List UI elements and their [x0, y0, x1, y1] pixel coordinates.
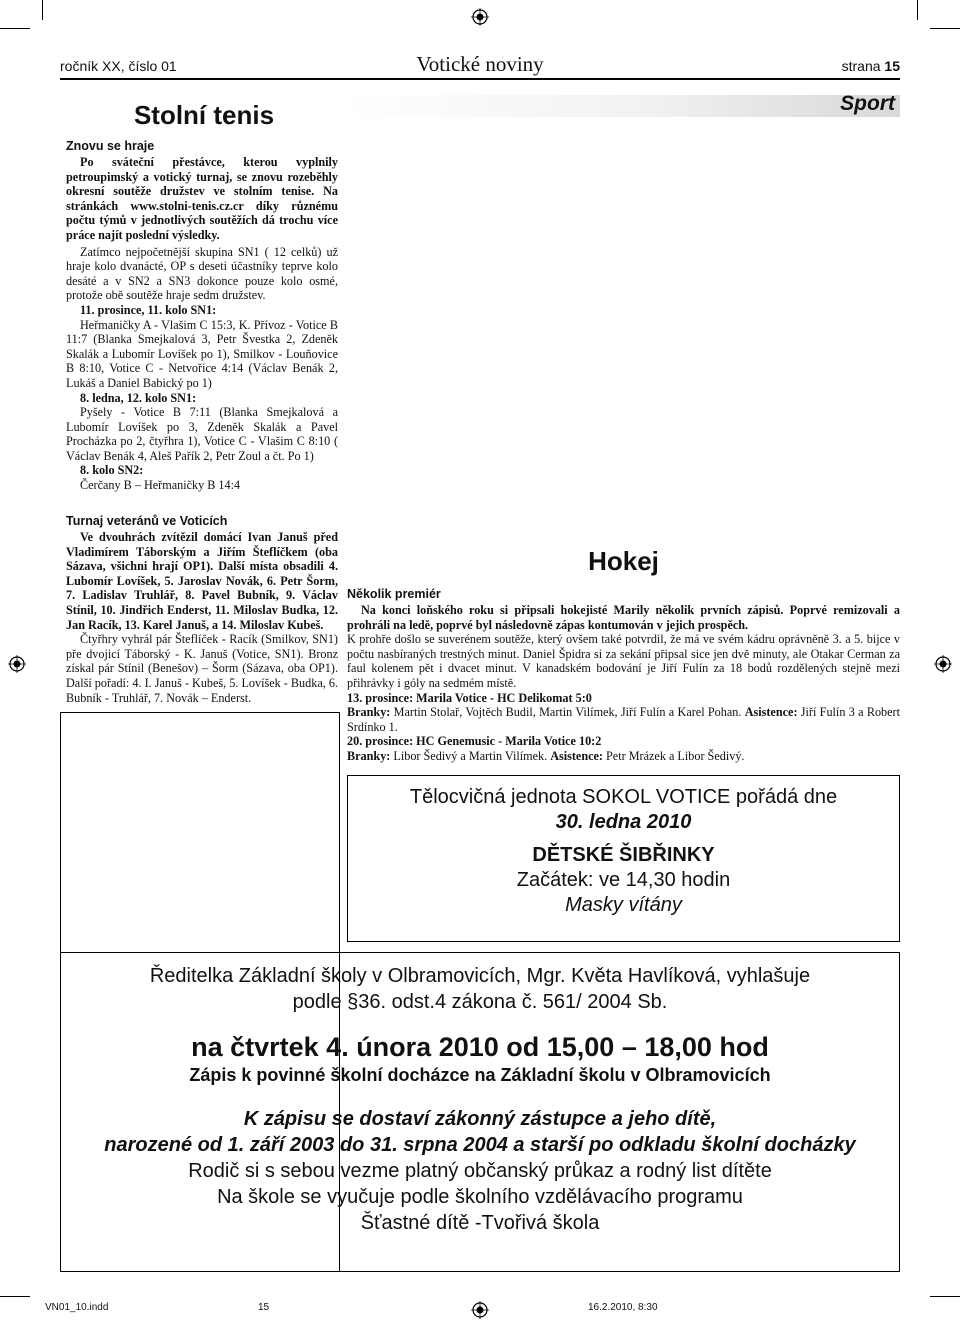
paragraph: Zatímco nejpočetnější skupina SN1 ( 12 celků) už hraje kolo dvanácté, OP s deseti účastníky teprve kolo desáté a v SN2 a SN3 dokonce pouze kolo osmé, protože obě soutěže hraje sedm družstev.	[66, 244, 338, 303]
announcement-line: Tělocvičná jednota SOKOL VOTICE pořádá dne	[409, 786, 838, 808]
crop-mark	[917, 0, 918, 20]
registration-mark-icon	[471, 8, 489, 26]
round-heading: 8. kolo SN2:	[80, 463, 144, 478]
subheading: Turnaj veteránů ve Voticích	[66, 514, 228, 528]
lead-paragraph: Po sváteční přestávce, kterou vyplnily petroupimský a votický turnaj, se znovu rozeběhly okresní soutěže družstev ve stolním tenise. Na stránkách www.stolni-tenis.cz.cr díky různému počtu týmů v jednotlivých soutěžích dá trochu více práce najít poslední výsledky.	[66, 155, 338, 242]
page-label: strana	[841, 58, 881, 74]
text: Petr Mrázek a Libor Šedivý.	[602, 748, 745, 763]
registration-mark-icon	[8, 655, 26, 673]
lead-paragraph: Na konci loňského roku si připsali hokejisté Marily několik prvních zápisů. Poprvé remizovali a prohráli na ledě, poprvé byl následovně zápas kontumován v jejich prospěch.	[347, 603, 900, 632]
issue-label: ročník XX, číslo 01	[60, 58, 177, 74]
paragraph: Pyšely - Votice B 7:11 (Blanka Smejkalová a Lubomír Lovíšek po 3, Zdeněk Skalák a Pavel Procházka po 2, čtyřhra 1), Votice C - Vlašim C 8:10 ( Václav Benák 4, Aleš Pařík 2, Petr Zoul a čt. Po 1)	[66, 405, 338, 463]
lead-paragraph: Ve dvouhrách zvítězil domácí Ivan Januš před Vladimírem Táborským a Jiřím Šteflíčkem (oba Sázava, všichni hrají OP1). Další místa obsadili 4. Lubomír Lovíšek, 5. Jaroslav Novák, 6. Petr Šorm, 7. Ladislav Truhlář, 8. Pavel Bubník, 9. Václav Stínil, 10. Jindřich Enderst, 11. Miloslav Budka, 12. Jan Racík, 13. Karel Januš, a 14. Miloslav Kubeš.	[66, 530, 338, 632]
round-heading: 11. prosince, 11. kolo SN1:	[80, 302, 217, 317]
announcement-line: narozené od 1. září 2003 do 31. srpna 2004 a starší po odkladu školní docházky	[104, 1134, 856, 1156]
paragraph: Čtyřhry vyhrál pár Šteflíček - Racík (Smilkov, SN1) pře dvojicí Táborský - K. Januš (Votice, SN1). Bronz získal pár Stínil (Benešov) – Šorm (Sázava, oba OP1). Další pořadí: 4. I. Januš - Kubeš, 5. Lovíšek - Budka, 6. Bubník - Truhlář, 7. Novák – Enderst.	[66, 632, 338, 705]
article-stolni-tenis	[66, 139, 338, 493]
crop-mark	[0, 28, 30, 29]
subheading: Několik premiér	[347, 587, 441, 601]
article-title-hokej: Hokej	[588, 546, 659, 576]
article-hokej	[347, 587, 900, 764]
label: Asistence:	[744, 705, 798, 720]
crop-mark	[0, 1296, 30, 1297]
paragraph: Čerčany B – Heřmaničky B 14:4	[80, 478, 241, 493]
label: Branky:	[347, 748, 391, 763]
page-number	[842, 58, 900, 74]
match-details	[347, 749, 900, 764]
event-time: Začátek: ve 14,30 hodin	[516, 869, 731, 891]
match-title: 13. prosince: Marila Votice - HC Delikomat 5:0	[347, 690, 592, 705]
footer-file: VN01_10.indd	[45, 1302, 109, 1313]
match-details	[347, 705, 900, 734]
crop-mark	[42, 0, 43, 20]
event-name: DĚTSKÉ ŠIBŘINKY	[532, 844, 715, 866]
page-number-value: 15	[884, 58, 900, 74]
round-heading: 8. ledna, 12. kolo SN1:	[80, 390, 197, 405]
text: Jiří Fulín 3 a Robert Srdínko 1.	[347, 705, 900, 734]
program-name: Šťastné dítě -Tvořivá škola	[360, 1212, 600, 1234]
text: Libor Šedivý a Martin Vilímek.	[390, 748, 551, 763]
match-title: 20. prosince: HC Genemusic - Marila Votice 10:2	[347, 734, 602, 749]
registration-mark-icon	[934, 655, 952, 673]
section-label: Sport	[840, 92, 895, 115]
announcement-line: K zápisu se dostaví zákonný zástupce a jeho dítě,	[243, 1108, 717, 1130]
header-rule	[60, 78, 900, 80]
paragraph: Heřmaničky A - Vlašim C 15:3, K. Přívoz - Votice B 11:7 (Blanka Smejkalová 3, Petr Švestka 2, Zdeněk Skalák a Lubomír Lovíšek po 1), Smilkov - Louňovice B 8:10, Votice C - Netvořice 4:14 (Václav Benák 2, Lukáš a Daniel Babický po 1)	[66, 317, 338, 390]
enrollment-date: na čtvrtek 4. února 2010 od 15,00 – 18,00 hod	[191, 1032, 769, 1062]
label: Branky:	[347, 705, 391, 720]
subheading: Znovu se hraje	[66, 139, 155, 153]
paragraph: K prohře došlo se suverénem soutěže, který ovšem také potvrdil, že má ve svém kádru oprávněně 3. a 5. bijce v počtu nasbíraných trestných minut. Daniel Špidra si za sekání připsal sice jen dvě minuty, ale Otakar Cerman za faul kolenem pět i dvacet minut. V kanadském bodování je Jiří Fulín za 18 bodů rozdělených stejně mezi přihrávky i góly na sedmém místě.	[347, 632, 900, 690]
event-date: 30. ledna 2010	[555, 811, 692, 833]
footer-page: 15	[258, 1302, 270, 1313]
text: Martin Stolař, Vojtěch Budil, Martin Vilímek, Jiří Fulín a Karel Pohan.	[390, 705, 745, 720]
article-turnaj	[66, 514, 338, 705]
announcement-line: Rodič si s sebou vezme platný občanský průkaz a rodný list dítěte	[188, 1160, 772, 1182]
label: Asistence:	[550, 748, 603, 763]
crop-mark	[930, 1296, 960, 1297]
announcement-line: podle §36. odst.4 zákona č. 561/ 2004 Sb.	[292, 991, 668, 1013]
event-note: Masky vítány	[565, 894, 682, 916]
registration-mark-icon	[471, 1301, 489, 1319]
newspaper-title: Votické noviny	[416, 52, 544, 76]
announcement-line: Ředitelka Základní školy v Olbramovicích, Mgr. Květa Havlíková, vyhlašuje	[149, 965, 811, 987]
crop-mark	[930, 28, 960, 29]
school-announcement	[60, 952, 900, 1272]
sokol-announcement	[347, 775, 900, 942]
enrollment-title: Zápis k povinné školní docházce na Základní školu v Olbramovicích	[189, 1065, 771, 1085]
announcement-line: Na škole se vyučuje podle školního vzdělávacího programu	[217, 1186, 743, 1208]
section-band	[347, 95, 900, 117]
footer-date: 16.2.2010, 8:30	[588, 1302, 658, 1313]
article-title-stolni-tenis: Stolní tenis	[133, 100, 275, 130]
